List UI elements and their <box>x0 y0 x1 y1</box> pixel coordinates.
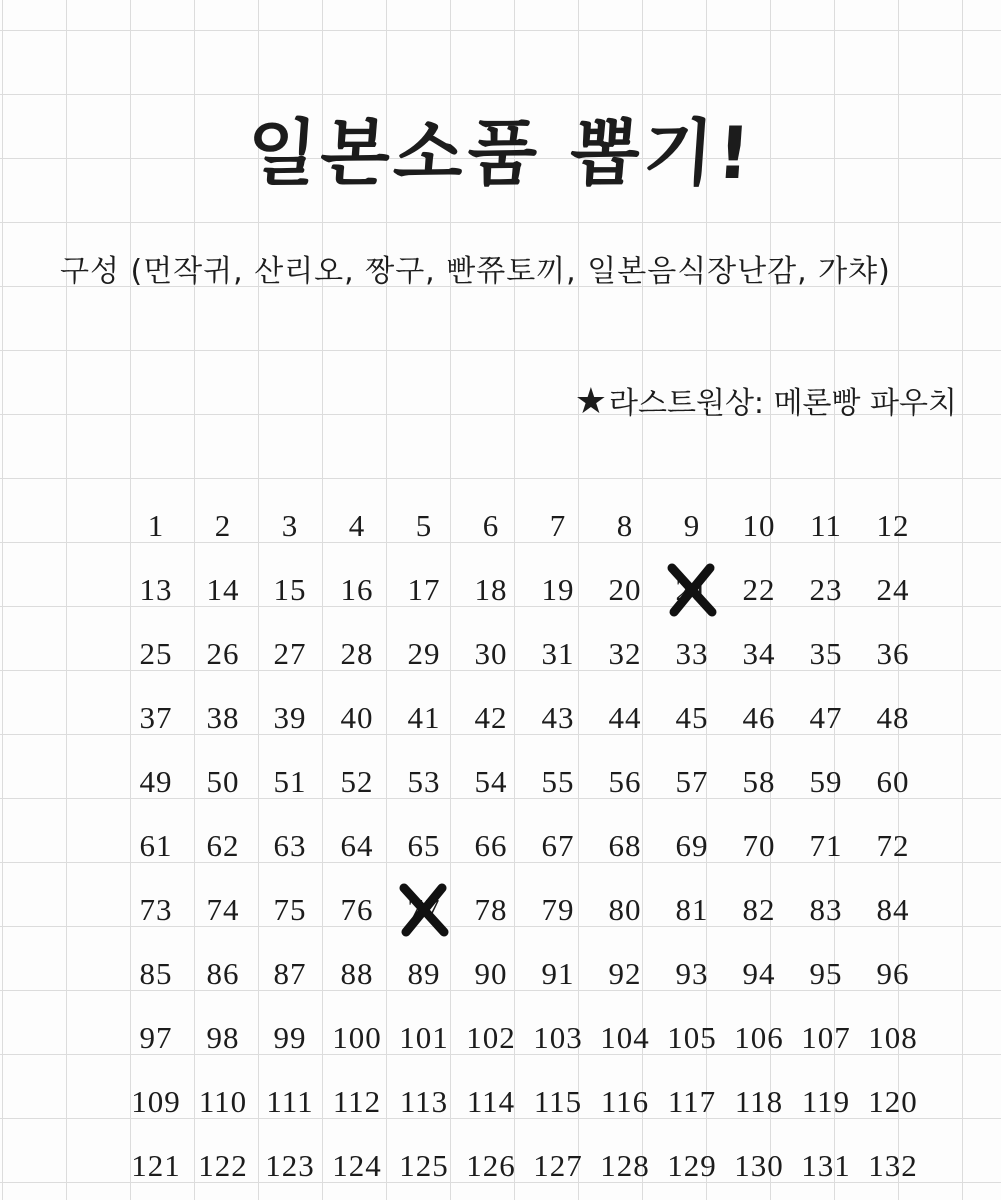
raffle-number-label: 106 <box>734 1020 784 1055</box>
raffle-number-label: 48 <box>876 700 910 735</box>
raffle-number-label: 63 <box>273 828 307 863</box>
raffle-number-label: 122 <box>198 1148 248 1183</box>
raffle-number <box>257 1077 323 1127</box>
raffle-number-label: 45 <box>675 700 709 735</box>
raffle-number-label: 24 <box>876 572 910 607</box>
raffle-number <box>726 565 792 615</box>
raffle-number <box>458 757 524 807</box>
raffle-number-label: 15 <box>273 572 307 607</box>
composition-text: 구성 (먼작귀, 산리오, 짱구, 빤쮸토끼, 일본음식장난감, 가챠) <box>60 254 891 289</box>
raffle-number-label: 90 <box>474 956 508 991</box>
raffle-number <box>458 629 524 679</box>
raffle-number <box>860 885 926 935</box>
raffle-number <box>726 1013 792 1063</box>
raffle-number <box>659 1141 725 1191</box>
raffle-number-label: 56 <box>608 764 642 799</box>
raffle-number <box>190 565 256 615</box>
raffle-number-label: 4 <box>348 508 366 543</box>
raffle-number-label: 95 <box>809 956 843 991</box>
raffle-number <box>592 501 658 551</box>
raffle-number <box>592 629 658 679</box>
raffle-number <box>726 629 792 679</box>
raffle-number <box>190 1141 256 1191</box>
raffle-number <box>391 1141 457 1191</box>
raffle-number-label: 19 <box>541 572 575 607</box>
raffle-number-label: 113 <box>399 1084 449 1119</box>
raffle-number-label: 35 <box>809 636 843 671</box>
raffle-number-label: 73 <box>139 892 173 927</box>
raffle-number-label: 57 <box>675 764 709 799</box>
raffle-number-label: 8 <box>616 508 634 543</box>
raffle-number <box>190 1077 256 1127</box>
raffle-number-label: 129 <box>667 1148 717 1183</box>
raffle-number-label: 54 <box>474 764 508 799</box>
raffle-number-label: 55 <box>541 764 575 799</box>
star-icon: ★ <box>574 381 608 422</box>
raffle-number <box>592 693 658 743</box>
raffle-number-label: 42 <box>474 700 508 735</box>
raffle-number <box>324 885 390 935</box>
raffle-number-label: 68 <box>608 828 642 863</box>
raffle-number-label: 2 <box>214 508 232 543</box>
raffle-number-label: 104 <box>600 1020 650 1055</box>
raffle-number-label: 17 <box>407 572 441 607</box>
raffle-number-label: 128 <box>600 1148 650 1183</box>
raffle-number <box>190 693 256 743</box>
raffle-number-label: 85 <box>139 956 173 991</box>
raffle-number <box>860 949 926 999</box>
raffle-number-label: 87 <box>273 956 307 991</box>
page-title: 일본소품 뽑기! <box>243 111 758 195</box>
raffle-number <box>592 1141 658 1191</box>
raffle-number <box>190 949 256 999</box>
raffle-number <box>592 565 658 615</box>
raffle-number-label: 91 <box>541 956 575 991</box>
raffle-number <box>659 1013 725 1063</box>
raffle-number <box>659 821 725 871</box>
raffle-number-label: 21 <box>675 572 709 607</box>
raffle-number-label: 80 <box>608 892 642 927</box>
raffle-number <box>860 501 926 551</box>
raffle-number-label: 33 <box>675 636 709 671</box>
raffle-number <box>257 629 323 679</box>
raffle-number <box>391 821 457 871</box>
raffle-number-label: 30 <box>474 636 508 671</box>
raffle-number <box>793 757 859 807</box>
raffle-number-label: 12 <box>876 508 910 543</box>
raffle-number <box>257 1013 323 1063</box>
raffle-number-label: 3 <box>281 508 299 543</box>
raffle-number <box>123 565 189 615</box>
raffle-number-label: 28 <box>340 636 374 671</box>
raffle-number <box>257 693 323 743</box>
raffle-number-label: 121 <box>131 1148 181 1183</box>
raffle-number <box>726 757 792 807</box>
raffle-number <box>860 821 926 871</box>
raffle-number <box>525 629 591 679</box>
raffle-number-label: 66 <box>474 828 508 863</box>
raffle-number <box>659 1077 725 1127</box>
raffle-number <box>659 693 725 743</box>
raffle-number-label: 88 <box>340 956 374 991</box>
raffle-number-label: 31 <box>541 636 575 671</box>
raffle-number <box>123 1141 189 1191</box>
raffle-number-label: 49 <box>139 764 173 799</box>
raffle-number <box>458 1077 524 1127</box>
raffle-number-label: 116 <box>600 1084 650 1119</box>
raffle-number-label: 34 <box>742 636 776 671</box>
raffle-number-label: 6 <box>482 508 500 543</box>
raffle-number <box>726 885 792 935</box>
raffle-number <box>659 949 725 999</box>
raffle-number-taken <box>659 565 725 615</box>
raffle-number-label: 65 <box>407 828 441 863</box>
raffle-number <box>793 693 859 743</box>
raffle-number-label: 110 <box>198 1084 248 1119</box>
raffle-number <box>190 885 256 935</box>
raffle-number-label: 37 <box>139 700 173 735</box>
raffle-number <box>525 757 591 807</box>
raffle-number-label: 86 <box>206 956 240 991</box>
last-prize <box>575 380 957 426</box>
raffle-number-label: 52 <box>340 764 374 799</box>
raffle-number <box>123 501 189 551</box>
raffle-number-label: 114 <box>466 1084 516 1119</box>
raffle-number-label: 79 <box>541 892 575 927</box>
raffle-number <box>123 629 189 679</box>
raffle-number <box>793 629 859 679</box>
raffle-number-label: 1 <box>147 508 165 543</box>
raffle-number <box>324 501 390 551</box>
raffle-number-taken <box>391 885 457 935</box>
raffle-number-label: 53 <box>407 764 441 799</box>
raffle-number <box>324 1141 390 1191</box>
raffle-number <box>391 757 457 807</box>
raffle-number-label: 81 <box>675 892 709 927</box>
raffle-number-label: 62 <box>206 828 240 863</box>
raffle-number <box>525 565 591 615</box>
raffle-number <box>659 757 725 807</box>
raffle-number-label: 99 <box>273 1020 307 1055</box>
raffle-number-label: 51 <box>273 764 307 799</box>
raffle-number <box>726 821 792 871</box>
raffle-number-label: 102 <box>466 1020 516 1055</box>
number-grid <box>110 500 918 1200</box>
raffle-number-label: 50 <box>206 764 240 799</box>
raffle-number <box>726 1077 792 1127</box>
raffle-number <box>257 565 323 615</box>
raffle-number <box>659 629 725 679</box>
raffle-number <box>324 1077 390 1127</box>
raffle-number <box>123 949 189 999</box>
raffle-number-label: 70 <box>742 828 776 863</box>
raffle-number-label: 92 <box>608 956 642 991</box>
raffle-number-label: 32 <box>608 636 642 671</box>
raffle-number <box>324 757 390 807</box>
raffle-number-label: 93 <box>675 956 709 991</box>
raffle-number-label: 89 <box>407 956 441 991</box>
raffle-number-label: 9 <box>683 508 701 543</box>
raffle-number <box>391 949 457 999</box>
raffle-number-label: 41 <box>407 700 441 735</box>
raffle-number-label: 64 <box>340 828 374 863</box>
raffle-number <box>257 949 323 999</box>
raffle-number-label: 101 <box>399 1020 449 1055</box>
raffle-number-label: 72 <box>876 828 910 863</box>
raffle-number <box>525 1141 591 1191</box>
raffle-number <box>391 629 457 679</box>
raffle-number-label: 109 <box>131 1084 181 1119</box>
raffle-number <box>123 1013 189 1063</box>
raffle-number-label: 126 <box>466 1148 516 1183</box>
raffle-number-label: 67 <box>541 828 575 863</box>
raffle-number-label: 27 <box>273 636 307 671</box>
raffle-number-label: 82 <box>742 892 776 927</box>
raffle-number-label: 123 <box>265 1148 315 1183</box>
raffle-number <box>793 565 859 615</box>
raffle-number <box>659 501 725 551</box>
raffle-number-label: 74 <box>206 892 240 927</box>
raffle-number <box>324 1013 390 1063</box>
raffle-number-label: 23 <box>809 572 843 607</box>
raffle-number <box>860 565 926 615</box>
raffle-number <box>391 693 457 743</box>
raffle-number <box>592 949 658 999</box>
raffle-number-label: 120 <box>868 1084 918 1119</box>
raffle-number <box>190 821 256 871</box>
raffle-number <box>324 821 390 871</box>
raffle-number-label: 71 <box>809 828 843 863</box>
raffle-number <box>525 1077 591 1127</box>
last-prize-text: 라스트원상: 메론빵 파우치 <box>609 386 957 421</box>
raffle-number <box>458 565 524 615</box>
raffle-number-label: 78 <box>474 892 508 927</box>
raffle-number <box>257 757 323 807</box>
raffle-number <box>860 1013 926 1063</box>
raffle-number <box>190 501 256 551</box>
raffle-number-label: 20 <box>608 572 642 607</box>
raffle-number-label: 84 <box>876 892 910 927</box>
raffle-number-label: 97 <box>139 1020 173 1055</box>
raffle-number-label: 22 <box>742 572 776 607</box>
raffle-number-label: 75 <box>273 892 307 927</box>
raffle-number <box>257 501 323 551</box>
raffle-number-label: 132 <box>868 1148 918 1183</box>
raffle-number <box>458 885 524 935</box>
raffle-number <box>592 757 658 807</box>
raffle-number <box>592 1013 658 1063</box>
raffle-number-label: 44 <box>608 700 642 735</box>
raffle-number <box>525 693 591 743</box>
raffle-number <box>726 693 792 743</box>
raffle-number-label: 131 <box>801 1148 851 1183</box>
raffle-number-label: 58 <box>742 764 776 799</box>
raffle-number <box>860 1077 926 1127</box>
raffle-number <box>793 885 859 935</box>
raffle-number <box>257 821 323 871</box>
raffle-number-label: 36 <box>876 636 910 671</box>
raffle-number-label: 103 <box>533 1020 583 1055</box>
raffle-number <box>324 949 390 999</box>
raffle-number <box>726 949 792 999</box>
raffle-number-label: 127 <box>533 1148 583 1183</box>
raffle-number-label: 118 <box>734 1084 784 1119</box>
raffle-number-label: 112 <box>332 1084 382 1119</box>
raffle-number-label: 61 <box>139 828 173 863</box>
raffle-number-label: 18 <box>474 572 508 607</box>
raffle-number <box>860 757 926 807</box>
raffle-number <box>257 885 323 935</box>
raffle-number <box>324 693 390 743</box>
raffle-number <box>592 1077 658 1127</box>
raffle-number <box>190 757 256 807</box>
raffle-number <box>123 693 189 743</box>
raffle-number-label: 130 <box>734 1148 784 1183</box>
raffle-number <box>659 885 725 935</box>
raffle-number <box>123 821 189 871</box>
raffle-number <box>793 1077 859 1127</box>
raffle-number <box>391 501 457 551</box>
raffle-number <box>123 1077 189 1127</box>
raffle-number-label: 69 <box>675 828 709 863</box>
raffle-number-label: 98 <box>206 1020 240 1055</box>
raffle-number-label: 119 <box>801 1084 851 1119</box>
raffle-number-label: 111 <box>266 1084 314 1119</box>
raffle-number-label: 46 <box>742 700 776 735</box>
raffle-number-label: 105 <box>667 1020 717 1055</box>
raffle-number <box>860 629 926 679</box>
raffle-number <box>458 949 524 999</box>
raffle-number <box>525 501 591 551</box>
raffle-number <box>726 1141 792 1191</box>
raffle-number-label: 59 <box>809 764 843 799</box>
raffle-number-label: 125 <box>399 1148 449 1183</box>
raffle-number <box>190 1013 256 1063</box>
raffle-number-label: 7 <box>549 508 567 543</box>
raffle-number-label: 107 <box>801 1020 851 1055</box>
raffle-number-label: 94 <box>742 956 776 991</box>
raffle-number-label: 39 <box>273 700 307 735</box>
raffle-number <box>793 501 859 551</box>
raffle-number-label: 43 <box>541 700 575 735</box>
raffle-number <box>726 501 792 551</box>
raffle-number <box>190 629 256 679</box>
raffle-number-label: 117 <box>667 1084 717 1119</box>
raffle-number <box>793 821 859 871</box>
raffle-number-label: 124 <box>332 1148 382 1183</box>
raffle-number-label: 25 <box>139 636 173 671</box>
raffle-number-label: 76 <box>340 892 374 927</box>
raffle-number <box>860 693 926 743</box>
raffle-number <box>592 885 658 935</box>
raffle-number <box>525 885 591 935</box>
raffle-number <box>525 821 591 871</box>
raffle-number <box>458 821 524 871</box>
raffle-number <box>458 693 524 743</box>
raffle-number <box>525 1013 591 1063</box>
raffle-number-label: 13 <box>139 572 173 607</box>
raffle-number <box>525 949 591 999</box>
raffle-number <box>257 1141 323 1191</box>
raffle-number <box>123 757 189 807</box>
raffle-number-label: 47 <box>809 700 843 735</box>
raffle-number <box>123 885 189 935</box>
raffle-number-label: 10 <box>742 508 776 543</box>
raffle-number-label: 26 <box>206 636 240 671</box>
raffle-number <box>391 1013 457 1063</box>
raffle-number-label: 77 <box>407 892 441 927</box>
raffle-number <box>860 1141 926 1191</box>
raffle-number-label: 115 <box>533 1084 583 1119</box>
raffle-number <box>324 629 390 679</box>
raffle-number-label: 16 <box>340 572 374 607</box>
raffle-number <box>793 949 859 999</box>
raffle-number-label: 83 <box>809 892 843 927</box>
raffle-number <box>391 1077 457 1127</box>
raffle-number-label: 29 <box>407 636 441 671</box>
raffle-number <box>793 1013 859 1063</box>
raffle-number <box>458 1013 524 1063</box>
raffle-number <box>592 821 658 871</box>
raffle-number-label: 100 <box>332 1020 382 1055</box>
raffle-number <box>458 1141 524 1191</box>
raffle-number-label: 11 <box>810 508 842 543</box>
raffle-number-label: 40 <box>340 700 374 735</box>
raffle-number-label: 96 <box>876 956 910 991</box>
raffle-number-label: 38 <box>206 700 240 735</box>
raffle-number-label: 108 <box>868 1020 918 1055</box>
raffle-number <box>391 565 457 615</box>
raffle-number-label: 60 <box>876 764 910 799</box>
raffle-number <box>324 565 390 615</box>
raffle-number-label: 14 <box>206 572 240 607</box>
raffle-number-label: 5 <box>415 508 433 543</box>
raffle-number <box>458 501 524 551</box>
raffle-number <box>793 1141 859 1191</box>
